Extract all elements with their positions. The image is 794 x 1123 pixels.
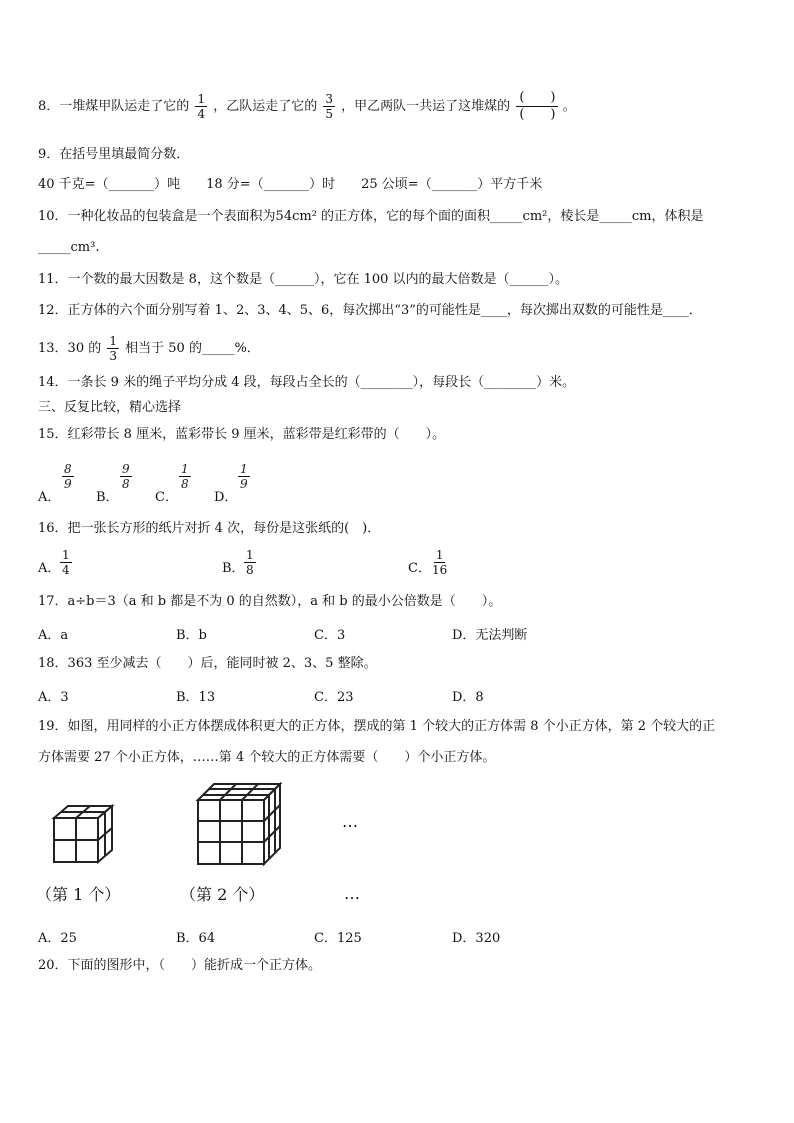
question-14: 14．一条长 9 米的绳子平均分成 4 段，每段占全长的（________），每段长（________）米。 [38,375,576,390]
fraction-3-5: $\frac{3}{5}$ [325,92,334,121]
q19-option-b: B．64 [176,931,216,946]
q18-option-b: B．13 [176,690,216,705]
cube-figure-2 [194,778,284,868]
q17-option-d: D．无法判断 [452,628,528,643]
question-13 [38,334,260,363]
q18-option-c: C．23 [314,690,354,705]
question-12: 12．正方体的六个面分别写着 1、2、3、4、5、6，每次掷出“3”的可能性是____，每次掷出双数的可能性是____． [38,303,702,318]
question-18: 18．363 至少减去（ ）后，能同时被 2、3、5 整除。 [38,656,377,671]
q19-option-a: A．25 [38,931,77,946]
q8-end: 。 [562,99,576,114]
figure-caption-2: （第 2 个） [180,885,265,904]
q13-pre: 13．30 的 [38,341,102,356]
question-8 [38,90,576,123]
question-10: 10．一种化妆品的包装盒是一个表面积为54cm² 的正方体，它的每个面的面积_____cm²，棱长是_____cm，体积是 [38,209,704,224]
answer-fraction-blank: $\frac{( )}{( )}$ [516,90,558,123]
q8-text-1: 8．一堆煤甲队运走了它的 [38,99,190,114]
question-16: 16．把一张长方形的纸片对折 4 次，每份是这张纸的( )． [38,521,381,536]
q19-option-c: C．125 [314,931,362,946]
figure-caption-1: （第 1 个） [36,885,121,904]
section-heading: 三、反复比较，精心选择 [38,400,182,415]
dots-caption: … [344,884,360,903]
question-11: 11．一个数的最大因数是 8，这个数是（______），它在 100 以内的最大倍数是（______）。 [38,272,569,287]
q13-post: 相当于 50 的_____%． [125,341,260,356]
q18-option-a: A．3 [38,690,69,705]
question-9-blanks: 40 千克=（_______）吨 18 分=（_______）时 25 公顷=（_______）平方千米 [38,177,543,192]
q8-text-2: ，乙队运走了它的 [213,99,318,114]
question-9: 9．在括号里填最简分数． [38,147,190,162]
question-17: 17．a÷b＝3（a 和 b 都是不为 0 的自然数），a 和 b 的最小公倍数是（ ）。 [38,594,502,609]
q17-option-b: B．b [176,628,207,643]
question-20: 20．下面的图形中，（ ）能折成一个正方体。 [38,958,322,973]
q17-option-a: A．a [38,628,69,643]
q8-text-3: ，甲乙两队一共运了这堆煤的 [341,99,511,114]
cube-figure-1 [50,800,120,870]
q19-option-d: D．320 [452,931,501,946]
question-19-cont: 方体需要 27 个小正方体，……第 4 个较大的正方体需要（ ）个小正方体。 [38,750,496,765]
dots-figure: … [342,812,358,831]
q17-option-c: C．3 [314,628,346,643]
fraction-1-3: $\frac{1}{3}$ [109,334,117,363]
question-19: 19．如图，用同样的小正方体摆成体积更大的正方体，摆成的第 1 个较大的正方体需 8 个小正方体，第 2 个较大的正 [38,719,716,734]
q18-option-d: D．8 [452,690,484,705]
fraction-1-4: $\frac{1}{4}$ [197,92,206,121]
question-15: 15．红彩带长 8 厘米，蓝彩带长 9 厘米，蓝彩带是红彩带的（ ）。 [38,427,446,442]
question-10-cont: _____cm³. [38,240,100,255]
